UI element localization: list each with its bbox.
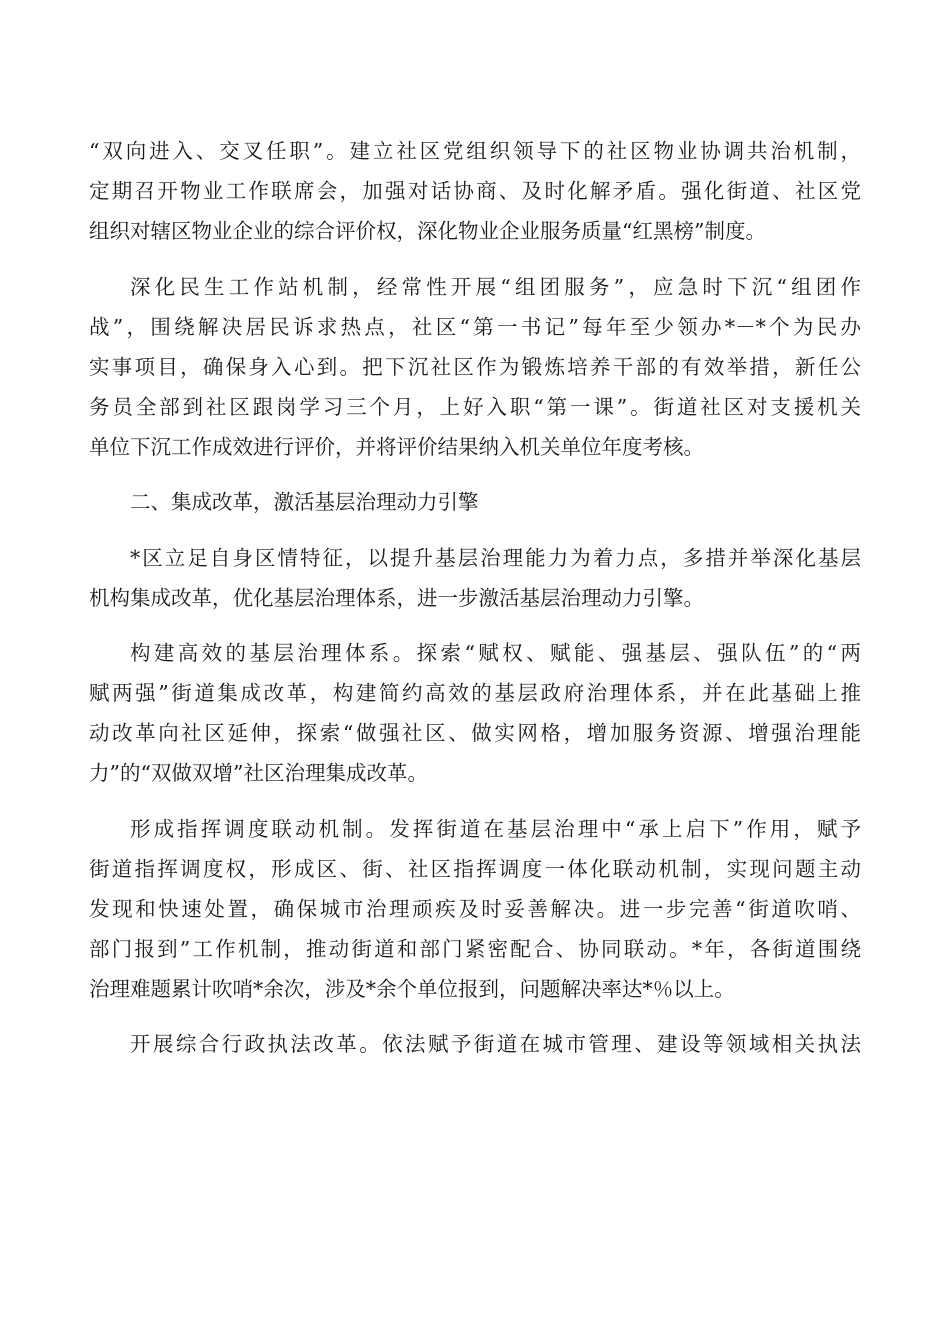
text-line: 实事项目，确保身入心到。把下沉社区作为锻炼培养干部的有效举措，新任公 (89, 354, 861, 379)
document-page (89, 131, 861, 1064)
text-line: 动改革向社区延伸，探索“做强社区、做实网格，增加服务资源、增强治理能 (89, 721, 861, 745)
text-line: 定期召开物业工作联席会，加强对话协商、及时化解矛盾。强化街道、社区党 (89, 179, 861, 203)
paragraph (89, 809, 861, 1009)
text-line: 赋两强”街道集成改革，构建简约高效的基层政府治理体系，并在此基础上推 (89, 681, 861, 705)
text-line: 力”的“双做双增”社区治理集成改革。 (89, 761, 428, 785)
paragraph (89, 538, 861, 618)
text-line: 形成指挥调度联动机制。发挥街道在基层治理中“承上启下”作用，赋予 (130, 816, 861, 841)
text-line: *区立足自身区情特征，以提升基层治理能力为着力点，多措并举深化基层 (130, 545, 861, 570)
text-line: 构建高效的基层治理体系。探索“赋权、赋能、强基层、强队伍”的“两 (130, 641, 861, 665)
text-line: 务员全部到社区跟岗学习三个月，上好入职“第一课”。街道社区对支援机关 (89, 394, 861, 419)
paragraph (89, 131, 861, 251)
text-line: 开展综合行政执法改革。依法赋予街道在城市管理、建设等领域相关执法 (130, 1032, 861, 1056)
text-line: 单位下沉工作成效进行评价，并将评价结果纳入机关单位年度考核。 (89, 434, 704, 459)
text-line: 机构集成改革，优化基层治理体系，进一步激活基层治理动力引擎。 (89, 585, 704, 610)
text-line: 战”，围绕解决居民诉求热点，社区“第一书记”每年至少领办*－*个为民办 (89, 314, 861, 339)
paragraph (89, 1024, 861, 1064)
text-line: 街道指挥调度权，形成区、街、社区指挥调度一体化联动机制，实现问题主动 (89, 856, 861, 881)
text-line: “双向进入、交叉任职”。建立社区党组织领导下的社区物业协调共治机制， (89, 139, 861, 163)
text-line: 治理难题累计吹哨*余次，涉及*余个单位报到，问题解决率达*％以上。 (89, 976, 735, 1001)
text-line: 发现和快速处置，确保城市治理顽疾及时妥善解决。进一步完善“街道吹哨、 (89, 896, 861, 921)
paragraph (89, 633, 861, 793)
text-line: 深化民生工作站机制，经常性开展“组团服务”，应急时下沉“组团作 (130, 274, 861, 299)
text-line: 部门报到”工作机制，推动街道和部门紧密配合、协同联动。*年，各街道围绕 (89, 936, 861, 961)
section-heading: 二、集成改革，激活基层治理动力引擎 (130, 490, 479, 514)
text-line: 组织对辖区物业企业的综合评价权，深化物业企业服务质量“红黑榜”制度。 (89, 219, 766, 243)
paragraph (89, 267, 861, 467)
